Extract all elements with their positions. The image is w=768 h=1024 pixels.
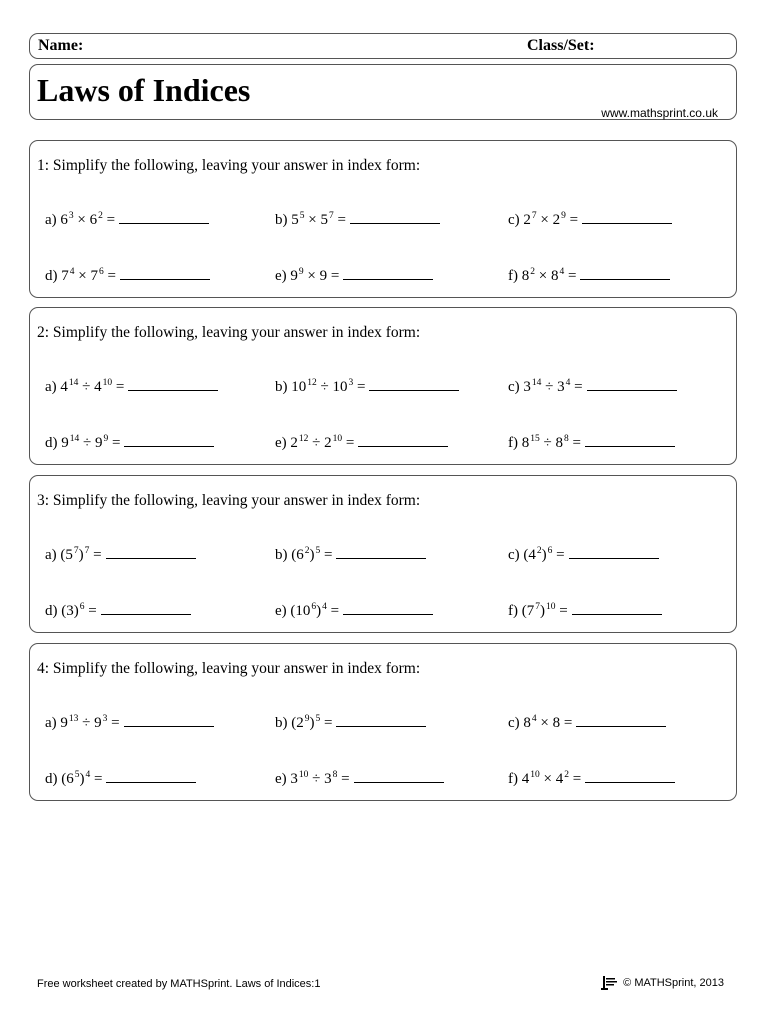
equals-sign: = [330, 603, 340, 619]
exponent: 14 [531, 378, 542, 388]
operator: × [78, 268, 87, 284]
question-item [275, 212, 440, 229]
exponent: 9 [304, 714, 310, 724]
item-label: b) [275, 715, 288, 731]
answer-blank[interactable] [587, 389, 677, 391]
base: 7 [61, 268, 69, 284]
item-label: b) [275, 212, 288, 228]
equals-sign: = [574, 379, 583, 395]
operator: × [308, 212, 317, 228]
exponent: 10 [530, 770, 540, 780]
exponent: 5 [299, 211, 305, 221]
question-item [508, 379, 677, 396]
operator: ÷ [82, 379, 91, 395]
item-label: d) [45, 603, 58, 619]
operator: ÷ [83, 435, 92, 451]
base: ) [316, 603, 322, 619]
equals-sign: = [556, 547, 565, 563]
exponent: 5 [74, 770, 80, 780]
base: 4 [60, 379, 68, 395]
base: 6 [60, 212, 68, 228]
equals-sign: = [115, 379, 125, 395]
question-item [275, 715, 426, 732]
question-item [508, 547, 659, 564]
base: 8 [521, 435, 530, 451]
question-item [275, 435, 448, 452]
item-label: e) [275, 268, 287, 284]
equals-sign: = [106, 212, 116, 228]
answer-blank[interactable] [101, 613, 191, 615]
exponent: 9 [103, 434, 109, 444]
exponent: 5 [315, 714, 321, 724]
operator: × [307, 268, 316, 284]
exponent: 4 [565, 378, 571, 388]
answer-blank[interactable] [569, 557, 659, 559]
answer-blank[interactable] [358, 445, 448, 447]
exponent: 7 [531, 211, 537, 221]
equals-sign: = [324, 715, 333, 731]
base: 2 [290, 435, 298, 451]
base: 4 [94, 379, 102, 395]
item-label: e) [275, 771, 287, 787]
equals-sign: = [111, 435, 121, 451]
item-label: f) [508, 603, 518, 619]
question-item [275, 603, 433, 620]
base: 8 [552, 715, 561, 731]
base: 5 [291, 212, 299, 228]
equals-sign: = [572, 771, 582, 787]
answer-blank[interactable] [582, 222, 672, 224]
base: (7 [521, 603, 535, 619]
exponent: 2 [564, 770, 569, 780]
exponent: 2 [536, 546, 542, 556]
base: (4 [523, 547, 536, 563]
base: (6 [291, 547, 304, 563]
question-item [45, 715, 214, 732]
exponent: 2 [304, 546, 310, 556]
equals-sign: = [107, 268, 116, 284]
item-label: a) [45, 547, 57, 563]
exponent: 3 [102, 714, 108, 724]
exponent: 6 [547, 546, 553, 556]
question-3-box [29, 475, 737, 633]
exponent: 14 [69, 434, 80, 444]
question-item [508, 715, 666, 732]
question-item [508, 268, 670, 285]
equals-sign: = [356, 379, 366, 395]
base: 10 [332, 379, 348, 395]
exponent: 2 [530, 267, 535, 277]
item-label: f) [508, 268, 518, 284]
item-label: c) [508, 547, 520, 563]
base: 9 [61, 435, 69, 451]
answer-blank[interactable] [343, 278, 433, 280]
operator: × [77, 212, 86, 228]
base: ) [79, 771, 85, 787]
footer-copyright-group [601, 975, 724, 991]
answer-blank[interactable] [369, 389, 459, 391]
base: (3) [61, 603, 79, 619]
answer-blank[interactable] [576, 725, 666, 727]
exponent: 8 [563, 434, 569, 444]
exponent: 7 [328, 211, 334, 221]
answer-blank[interactable] [350, 222, 440, 224]
equals-sign: = [111, 715, 120, 731]
exponent: 9 [561, 211, 566, 221]
operator: × [538, 268, 548, 284]
exponent: 12 [298, 434, 309, 444]
operator: × [540, 212, 549, 228]
equals-sign: = [563, 715, 573, 731]
operator: ÷ [320, 379, 329, 395]
question-instruction: 3: Simplify the following, leaving your answer in index form: [37, 492, 421, 509]
base: 9 [290, 268, 298, 284]
operator: ÷ [543, 435, 552, 451]
base: 3 [523, 379, 531, 395]
operator: ÷ [312, 435, 321, 451]
item-label: c) [508, 715, 520, 731]
title-box [29, 64, 737, 120]
question-item [45, 379, 218, 396]
equals-sign: = [567, 268, 577, 284]
question-instruction: 4: Simplify the following, leaving your answer in index form: [37, 660, 421, 677]
question-instruction: 2: Simplify the following, leaving your answer in index form: [37, 324, 421, 341]
answer-blank[interactable] [124, 725, 214, 727]
base: (5 [60, 547, 73, 563]
operator: × [543, 771, 552, 787]
question-item [508, 212, 672, 229]
item-label: b) [275, 379, 288, 395]
base: (10 [290, 603, 311, 619]
question-item [508, 435, 675, 452]
exponent: 8 [332, 770, 338, 780]
base: 8 [555, 435, 563, 451]
exponent: 4 [85, 770, 91, 780]
exponent: 12 [307, 378, 317, 388]
answer-blank[interactable] [585, 445, 675, 447]
equals-sign: = [341, 771, 350, 787]
answer-blank[interactable] [580, 278, 670, 280]
website-link[interactable]: www.mathsprint.co.uk [601, 106, 718, 120]
exponent: 7 [535, 602, 540, 612]
exponent: 13 [68, 714, 79, 724]
footer-credit: Free worksheet created by MATHSprint. Laws of Indices:1 [37, 978, 321, 990]
item-label: f) [508, 435, 518, 451]
base: 2 [523, 212, 531, 228]
base: 3 [557, 379, 565, 395]
header-box [29, 33, 737, 59]
question-item [45, 268, 210, 285]
answer-blank[interactable] [572, 613, 662, 615]
base: 5 [320, 212, 328, 228]
answer-blank[interactable] [124, 445, 214, 447]
answer-blank[interactable] [106, 557, 196, 559]
question-item [45, 435, 214, 452]
question-1-box [29, 140, 737, 298]
item-label: e) [275, 435, 287, 451]
answer-blank[interactable] [354, 781, 444, 783]
operator: ÷ [312, 771, 321, 787]
question-item [275, 771, 444, 788]
item-label: a) [45, 715, 57, 731]
mathsprint-logo-icon [601, 975, 619, 991]
exponent: 7 [84, 546, 90, 556]
base: 6 [89, 212, 98, 228]
base: 9 [319, 268, 328, 284]
equals-sign: = [572, 435, 581, 451]
item-label: c) [508, 212, 520, 228]
answer-blank[interactable] [119, 222, 209, 224]
exponent: 6 [79, 602, 85, 612]
base: 8 [523, 715, 531, 731]
question-2-box [29, 307, 737, 465]
equals-sign: = [94, 771, 103, 787]
question-item [275, 268, 433, 285]
operator: × [540, 715, 549, 731]
exponent: 10 [298, 770, 309, 780]
exponent: 7 [73, 546, 79, 556]
base: 8 [521, 268, 530, 284]
answer-blank[interactable] [336, 725, 426, 727]
item-label: d) [45, 771, 58, 787]
base: 9 [94, 435, 103, 451]
answer-blank[interactable] [120, 278, 210, 280]
item-label: f) [508, 771, 518, 787]
item-label: a) [45, 212, 57, 228]
answer-blank[interactable] [585, 781, 675, 783]
equals-sign: = [559, 603, 568, 619]
item-label: d) [45, 435, 58, 451]
question-item [45, 547, 196, 564]
question-item [45, 771, 196, 788]
question-item [45, 212, 209, 229]
base: (2 [291, 715, 304, 731]
equals-sign: = [337, 212, 346, 228]
answer-blank[interactable] [343, 613, 433, 615]
equals-sign: = [330, 268, 340, 284]
exponent: 9 [298, 267, 304, 277]
footer-copyright: © MATHSprint, 2013 [623, 977, 724, 989]
name-label: Name: [38, 37, 84, 54]
operator: ÷ [545, 379, 554, 395]
answer-blank[interactable] [336, 557, 426, 559]
question-4-box [29, 643, 737, 801]
question-instruction: 1: Simplify the following, leaving your answer in index form: [37, 157, 421, 174]
exponent: 14 [68, 378, 79, 388]
exponent: 4 [322, 602, 327, 612]
exponent: 4 [531, 714, 537, 724]
item-label: e) [275, 603, 287, 619]
base: ) [541, 547, 547, 563]
exponent: 6 [98, 267, 104, 277]
answer-blank[interactable] [128, 389, 218, 391]
base: 8 [550, 268, 559, 284]
question-item [508, 771, 675, 788]
exponent: 3 [348, 378, 354, 388]
exponent: 4 [69, 267, 75, 277]
base: ) [309, 715, 315, 731]
base: 3 [324, 771, 332, 787]
exponent: 4 [559, 267, 565, 277]
base: 2 [324, 435, 332, 451]
question-item [275, 547, 426, 564]
exponent: 15 [530, 434, 540, 444]
exponent: 10 [546, 602, 556, 612]
exponent: 3 [68, 211, 74, 221]
base: 2 [552, 212, 561, 228]
base: 3 [290, 771, 298, 787]
exponent: 6 [311, 602, 317, 612]
question-item [275, 379, 459, 396]
base: 7 [90, 268, 98, 284]
base: ) [540, 603, 545, 619]
operator: ÷ [82, 715, 91, 731]
exponent: 10 [332, 434, 343, 444]
base: 9 [60, 715, 68, 731]
item-label: a) [45, 379, 57, 395]
base: (6 [61, 771, 74, 787]
base: 4 [555, 771, 564, 787]
equals-sign: = [569, 212, 579, 228]
equals-sign: = [345, 435, 355, 451]
equals-sign: = [324, 547, 333, 563]
exponent: 5 [315, 546, 321, 556]
exponent: 10 [102, 378, 113, 388]
question-item [45, 603, 191, 620]
exponent: 2 [98, 211, 103, 221]
base: 10 [291, 379, 307, 395]
class-set-label: Class/Set: [527, 37, 595, 54]
item-label: d) [45, 268, 58, 284]
item-label: b) [275, 547, 288, 563]
question-item [508, 603, 662, 620]
base: ) [309, 547, 315, 563]
base: 9 [94, 715, 102, 731]
page-title: Laws of Indices [37, 72, 251, 108]
base: ) [78, 547, 84, 563]
item-label: c) [508, 379, 520, 395]
answer-blank[interactable] [106, 781, 196, 783]
base: 4 [521, 771, 530, 787]
equals-sign: = [88, 603, 97, 619]
equals-sign: = [93, 547, 102, 563]
